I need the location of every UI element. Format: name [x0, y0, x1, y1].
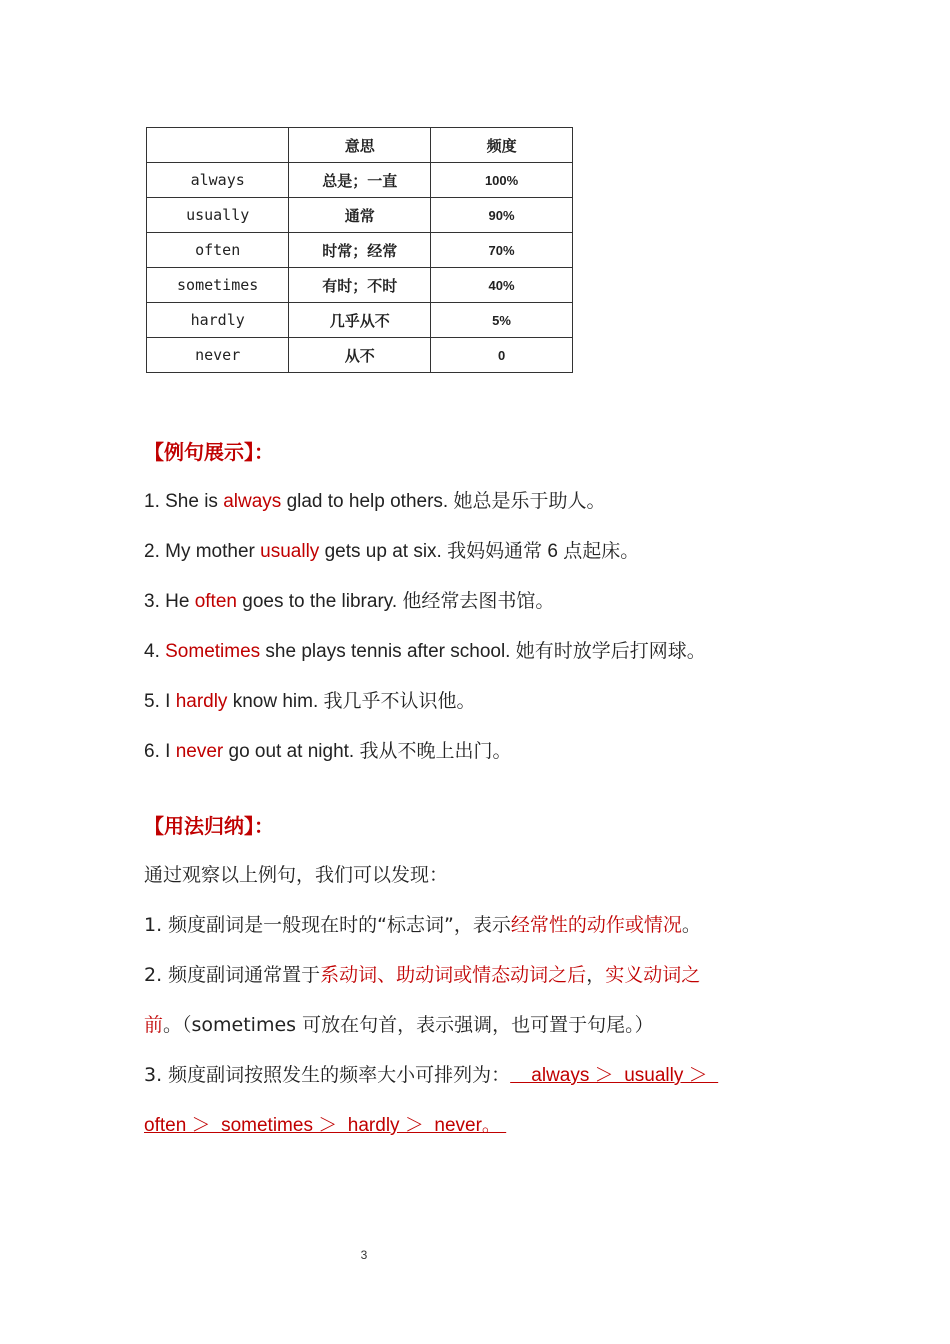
example-text: 2. My mother [144, 541, 261, 562]
example-text: go out at night. 我从不晚上出门。 [223, 741, 512, 762]
examples-heading: 【例句展示】： [144, 440, 274, 464]
example-text: 3. He [144, 591, 195, 612]
table-cell-frequency: 90% [431, 198, 573, 233]
usage-heading: 【用法归纳】： [144, 814, 274, 838]
table-header-cell [147, 128, 289, 163]
table-cell-word: usually [147, 198, 289, 233]
table-row [147, 303, 573, 338]
table-header-cell: 频度 [431, 128, 573, 163]
table-cell-meaning: 从不 [289, 338, 431, 373]
usage-point-2-continued [144, 1010, 654, 1037]
table-cell-meaning: 通常 [289, 198, 431, 233]
frequency-table [146, 127, 573, 373]
example-text: 5. I [144, 691, 176, 712]
table-cell-word: often [147, 233, 289, 268]
table-row [147, 233, 573, 268]
usage-text: 1. 频度副词是一般现在时的“标志词”，表示 [144, 914, 511, 936]
frequency-order-answer: always ＞ usually ＞ [510, 1065, 719, 1086]
usage-text: 3. 频度副词按照发生的频率大小可排列为： [144, 1064, 511, 1086]
table-cell-frequency: 100% [431, 163, 573, 198]
table-cell-frequency: 40% [431, 268, 573, 303]
example-text: 1. She is [144, 491, 224, 512]
table-cell-frequency: 0 [431, 338, 573, 373]
usage-highlight: 系动词、助动词或情态动词之后 [320, 964, 587, 986]
table-header-cell: 意思 [289, 128, 431, 163]
table-cell-word: sometimes [147, 268, 289, 303]
usage-text: ， [586, 964, 606, 986]
page-number: 3 [360, 1248, 368, 1262]
example-text: glad to help others. 她总是乐于助人。 [281, 491, 606, 512]
example-text: know him. 我几乎不认识他。 [227, 691, 476, 712]
table-cell-word: hardly [147, 303, 289, 338]
table-row [147, 338, 573, 373]
example-text: 4. [144, 641, 166, 662]
usage-point-2 [144, 960, 700, 987]
table-cell-meaning: 时常；经常 [289, 233, 431, 268]
usage-highlight: 经常性的动作或情况 [510, 914, 682, 936]
table-cell-frequency: 70% [431, 233, 573, 268]
example-text: 6. I [144, 741, 176, 762]
table-row [147, 163, 573, 198]
example-sentence [144, 636, 706, 663]
table-cell-meaning: 总是；一直 [289, 163, 431, 198]
table-cell-meaning: 几乎从不 [289, 303, 431, 338]
table-row [147, 198, 573, 233]
example-text: goes to the library. 他经常去图书馆。 [236, 591, 555, 612]
example-sentence [144, 736, 512, 763]
table-cell-word: always [147, 163, 289, 198]
table-header-row [147, 128, 573, 163]
example-sentence [144, 686, 476, 713]
example-adverb: usually [260, 541, 320, 562]
frequency-order-answer: often ＞ sometimes ＞ hardly ＞ never。 [144, 1115, 507, 1136]
table-cell-meaning: 有时；不时 [289, 268, 431, 303]
usage-point-1 [144, 910, 701, 937]
example-sentence [144, 586, 554, 613]
example-text: gets up at six. 我妈妈通常 6 点起床。 [319, 541, 640, 562]
usage-highlight: 前 [144, 1014, 164, 1036]
example-sentence [144, 536, 639, 563]
table-cell-word: never [147, 338, 289, 373]
example-text: she plays tennis after school. 她有时放学后打网球。 [260, 641, 706, 662]
table-cell-frequency: 5% [431, 303, 573, 338]
example-adverb: always [223, 491, 282, 512]
usage-text: 2. 频度副词通常置于 [144, 964, 321, 986]
usage-point-3 [144, 1060, 718, 1087]
example-sentence [144, 486, 605, 513]
usage-highlight: 实义动词之 [605, 964, 701, 986]
example-adverb: often [194, 591, 237, 612]
example-adverb: hardly [175, 691, 228, 712]
usage-text: 。（sometimes 可放在句首，表示强调，也可置于句尾。） [163, 1014, 654, 1036]
table-row [147, 268, 573, 303]
example-adverb: never [175, 741, 224, 762]
example-adverb: Sometimes [165, 641, 261, 662]
usage-point-3-continued [144, 1110, 506, 1137]
usage-text: 。 [681, 914, 701, 936]
usage-intro: 通过观察以上例句，我们可以发现： [144, 864, 449, 886]
